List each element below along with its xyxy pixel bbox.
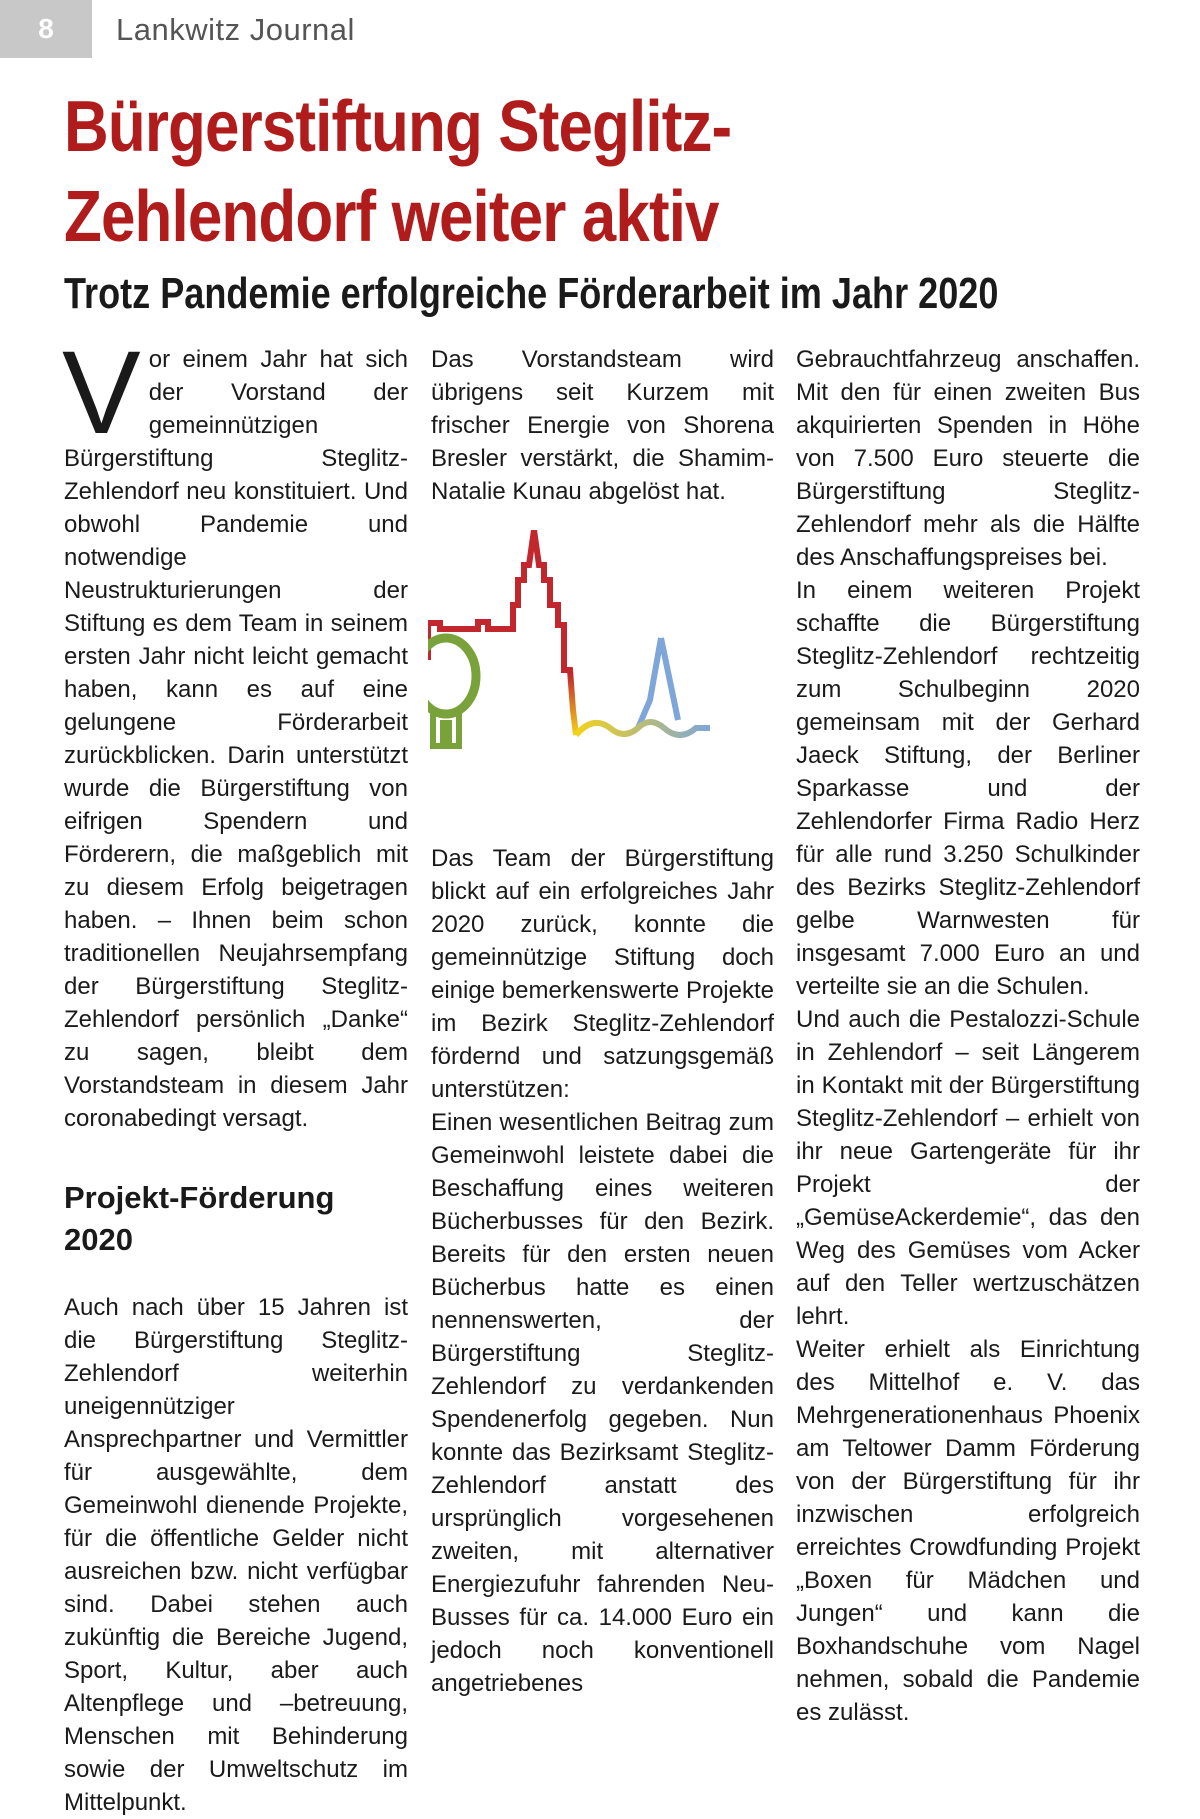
col2-paragraph-1: Das Vorstandsteam wird übrigens seit Kurzem mit frischer Energie von Shorena Bresler verstärkt, die Shamim-Natalie Kunau abgelöst hat. bbox=[431, 346, 774, 505]
col3-paragraph-4: Weiter erhielt als Einrichtung des Mittelhof e. V. das Mehrgenerationenhaus Phoenix am Teltower Damm Förderung von der Bürgerstiftung für ihr inzwischen erfolgreich erreichtes Crowdfunding Projekt „Boxen für Mädchen und Jungen“ und kann die Boxhandschuhe vom Nagel nehmen, sobald die Pandemie es zulässt. bbox=[796, 1336, 1140, 1726]
col2-paragraph-2: Das Team der Bürgerstiftung blickt auf ein erfolgreiches Jahr 2020 zurück, konnte die gemeinnützige Stiftung doch einige bemerkenswerte Projekte im Bezirk Steglitz-Zehlendorf fördernd und satzungsgemäß unterstützen: bbox=[431, 845, 774, 1103]
section-heading: Projekt-Förderung 2020 bbox=[64, 1180, 335, 1257]
column-3 bbox=[796, 343, 1140, 1729]
intro-paragraph bbox=[62, 327, 408, 1135]
column-2-top bbox=[431, 343, 774, 508]
buergerstiftung-logo-icon bbox=[428, 530, 780, 816]
page-number: 8 bbox=[0, 0, 92, 58]
article-subheadline: Trotz Pandemie erfolgreiche Förderarbeit im Jahr 2020 bbox=[64, 269, 999, 318]
col3-paragraph-1: Gebrauchtfahrzeug anschaffen. Mit den für einen zweiten Bus akquirierten Spenden in Höhe von 7.500 Euro steuerte die Bürgerstiftung Steglitz-Zehlendorf mehr als die Hälfte des Anschaffungspreises bei. bbox=[796, 346, 1140, 571]
article-headline: Bürgerstiftung Steglitz-Zehlendorf weiter aktiv bbox=[64, 87, 732, 257]
col2-paragraph-3: Einen wesentlichen Beitrag zum Gemeinwohl leistete dabei die Beschaffung eines weiteren Bücherbusses für den Bezirk. Bereits für den ersten neuen Bücherbus hatte es einen nennenswerten, der Bürgerstiftung Steglitz-Zehlendorf zu verdankenden Spendenerfolg gegeben. Nun konnte das Bezirksamt Steglitz-Zehlendorf anstatt des ursprünglich vorgesehenen zweiten, mit alternativer Energiezufuhr fahrenden Neu-Busses für ca. 14.000 Euro ein jedoch noch konventionell angetriebenes bbox=[431, 1109, 774, 1697]
dropcap: V bbox=[62, 327, 141, 459]
col3-paragraph-3: Und auch die Pestalozzi-Schule in Zehlendorf – seit Längerem in Kontakt mit der Bürgerstiftung Steglitz-Zehlendorf – erhielt von ihr neue Gartengeräte für ihr Projekt der „GemüseAckerdemie“, das den Weg des Gemüses vom Acker auf den Teller wertzuschätzen lehrt. bbox=[796, 1006, 1140, 1330]
column-2-bottom bbox=[431, 842, 774, 1700]
col3-paragraph-2: In einem weiteren Projekt schaffte die Bürgerstiftung Steglitz-Zehlendorf rechtzeitig zum Schulbeginn 2020 gemeinsam mit der Gerhard Jaeck Stiftung, der Berliner Sparkasse und der Zehlendorfer Firma Radio Herz für alle rund 3.250 Schulkinder des Bezirks Steglitz-Zehlendorf gelbe Warnwesten für insgesamt 7.000 Euro an und verteilte sie an die Schulen. bbox=[796, 577, 1140, 1000]
column-1 bbox=[62, 327, 408, 1819]
journal-name: Lankwitz Journal bbox=[116, 12, 355, 47]
section-paragraph: Auch nach über 15 Jahren ist die Bürgerstiftung Steglitz-Zehlendorf weiterhin uneigennütziger Ansprechpartner und Vermittler für ausgewählte, dem Gemeinwohl dienende Projekte, für die öffentliche Gelder nicht ausreichen bzw. nicht verfügbar sind. Dabei stehen auch zukünftig die Bereiche Jugend, Sport, Kultur, aber auch Altenpflege und –betreuung, Menschen mit Behinderung sowie der Umweltschutz im Mittelpunkt. bbox=[64, 1294, 408, 1816]
intro-text: or einem Jahr hat sich der Vorstand der gemeinnützigen Bürgerstiftung Steglitz-Zehlendorf neu konstituiert. Und obwohl Pandemie und notwendige Neustrukturierungen der Stiftung es dem Team in seinem ersten Jahr nicht leicht gemacht haben, kann es auf eine gelungene Förderarbeit zurückblicken. Darin unterstützt wurde die Bürgerstiftung von eifrigen Spendern und Förderern, die maßgeblich mit zu diesem Erfolg beigetragen haben. – Ihnen beim schon traditionellen Neujahrsempfang der Bürgerstiftung Steglitz-Zehlendorf persönlich „Danke“ zu sagen, bleibt dem Vorstandsteam in diesem Jahr coronabedingt versagt. bbox=[64, 346, 408, 1132]
